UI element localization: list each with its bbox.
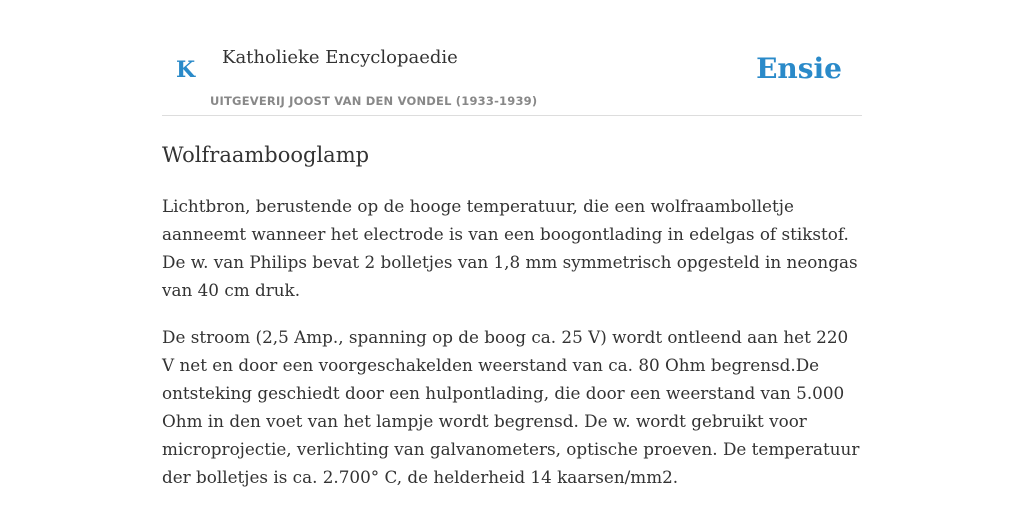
site-title[interactable]: Katholieke Encyclopaedie xyxy=(222,47,458,68)
ensie-brand-link[interactable]: Ensie xyxy=(756,52,842,85)
article-paragraph: De stroom (2,5 Amp., spanning op de boog ca. 25 V) wordt ontleend aan het 220 V net en door een voorgeschakelden weerstand van ca. 80 Ohm begrensd.De ontsteking geschiedt door een hulpontlading, die door een weerstand van 5.000 Ohm in den voet van het lampje wordt begrensd. De w. wordt gebruikt voor microprojectie, verlichting van galvanometers, optische proeven. De temperatuur der bolletjes is ca. 2.700° C, de helderheid 14 kaarsen/mm2. xyxy=(162,327,860,487)
encyclopedia-logo-icon[interactable]: K xyxy=(176,57,196,83)
publisher-subtitle: UITGEVERIJ JOOST VAN DEN VONDEL (1933-1939) xyxy=(210,94,538,108)
article-title: Wolfraambooglamp xyxy=(162,143,370,167)
page-container xyxy=(162,0,862,487)
site-header xyxy=(162,0,862,116)
article-body xyxy=(162,192,862,510)
article-paragraph: Lichtbron, berustende op de hooge temperatuur, die een wolfraambolletje aanneemt wanneer het electrode is van een boogontlading in edelgas of stikstof. De w. van Philips bevat 2 bolletjes van 1,8 mm symmetrisch opgesteld in neongas van 40 cm druk. xyxy=(162,196,858,300)
